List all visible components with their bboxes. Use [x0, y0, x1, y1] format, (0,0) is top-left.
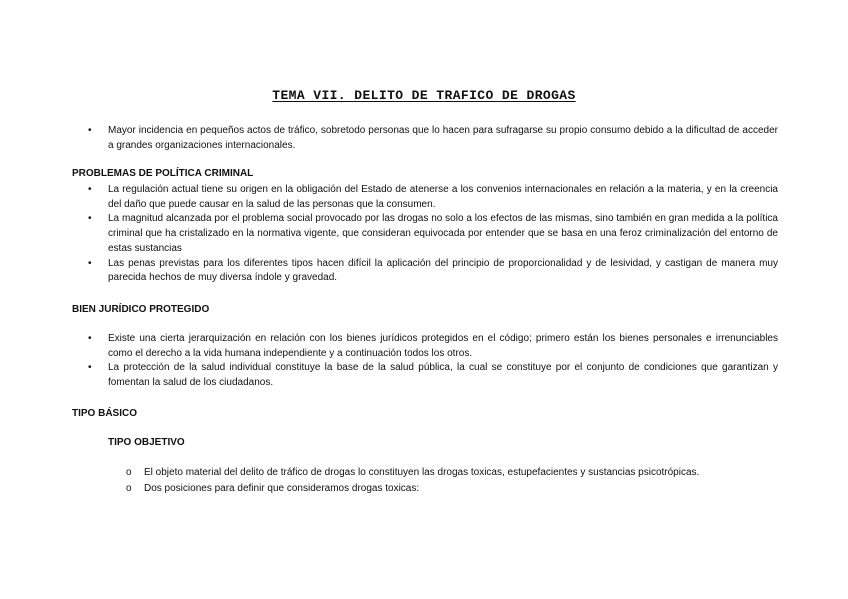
list-item: • Existe una cierta jerarquización en relación con los bienes jurídicos protegidos en el código; primero están los bienes personales e irrenunciables como el derecho a la vida humana independiente y a continuación todos los otros. — [72, 332, 778, 361]
list-item: • La regulación actual tiene su origen en la obligación del Estado de atenerse a los convenios internacionales en relación a la materia, y en la creencia del daño que puede causar en la salud de las personas que la consumen. — [72, 183, 778, 212]
section-heading-politica-criminal: PROBLEMAS DE POLÍTICA CRIMINAL — [72, 168, 254, 179]
list-item: • La magnitud alcanzada por el problema social provocado por las drogas no solo a los efectos de las mismas, sino también en gran medida a la política criminal que ha cristalizado en la normativa vigente, que consideran equivocada por entender que se basa en una feroz criminalización del entorno de estas sustancias — [72, 212, 778, 256]
list-item: o Dos posiciones para definir que consideramos drogas toxicas: — [126, 481, 786, 497]
list-item: • La protección de la salud individual constituye la base de la salud pública, la cual se constituye por el conjunto de condiciones que garantizan y fomentan la salud de los ciudadanos. — [72, 361, 778, 390]
tipo-objetivo-list — [126, 465, 786, 497]
section-heading-tipo-basico: TIPO BÁSICO — [72, 408, 138, 419]
subsection-heading-tipo-objetivo: TIPO OBJETIVO — [108, 437, 185, 448]
document-title: TEMA VII. DELITO DE TRAFICO DE DROGAS — [272, 88, 576, 103]
section-bien-juridico — [72, 332, 778, 391]
list-item: • Mayor incidencia en pequeños actos de tráfico, sobretodo personas que lo hacen para sufragarse su propio consumo debido a la dificultad de acceder a grandes organizaciones internacionales. — [72, 124, 778, 153]
section-heading-bien-juridico: BIEN JURÍDICO PROTEGIDO — [72, 304, 210, 315]
intro-bullet-list — [72, 124, 778, 153]
politica-criminal-bullet-list — [72, 183, 778, 286]
section-politica-criminal — [72, 183, 778, 286]
intro-section — [72, 124, 778, 153]
bien-juridico-bullet-list — [72, 332, 778, 391]
list-item: o El objeto material del delito de tráfico de drogas lo constituyen las drogas toxicas, estupefacientes y sustancias psicotrópicas. — [126, 465, 786, 481]
list-item: • Las penas previstas para los diferentes tipos hacen difícil la aplicación del principio de proporcionalidad y de lesividad, y castigan de manera muy parecida hechos de muy diversa índole y gravedad. — [72, 257, 778, 286]
